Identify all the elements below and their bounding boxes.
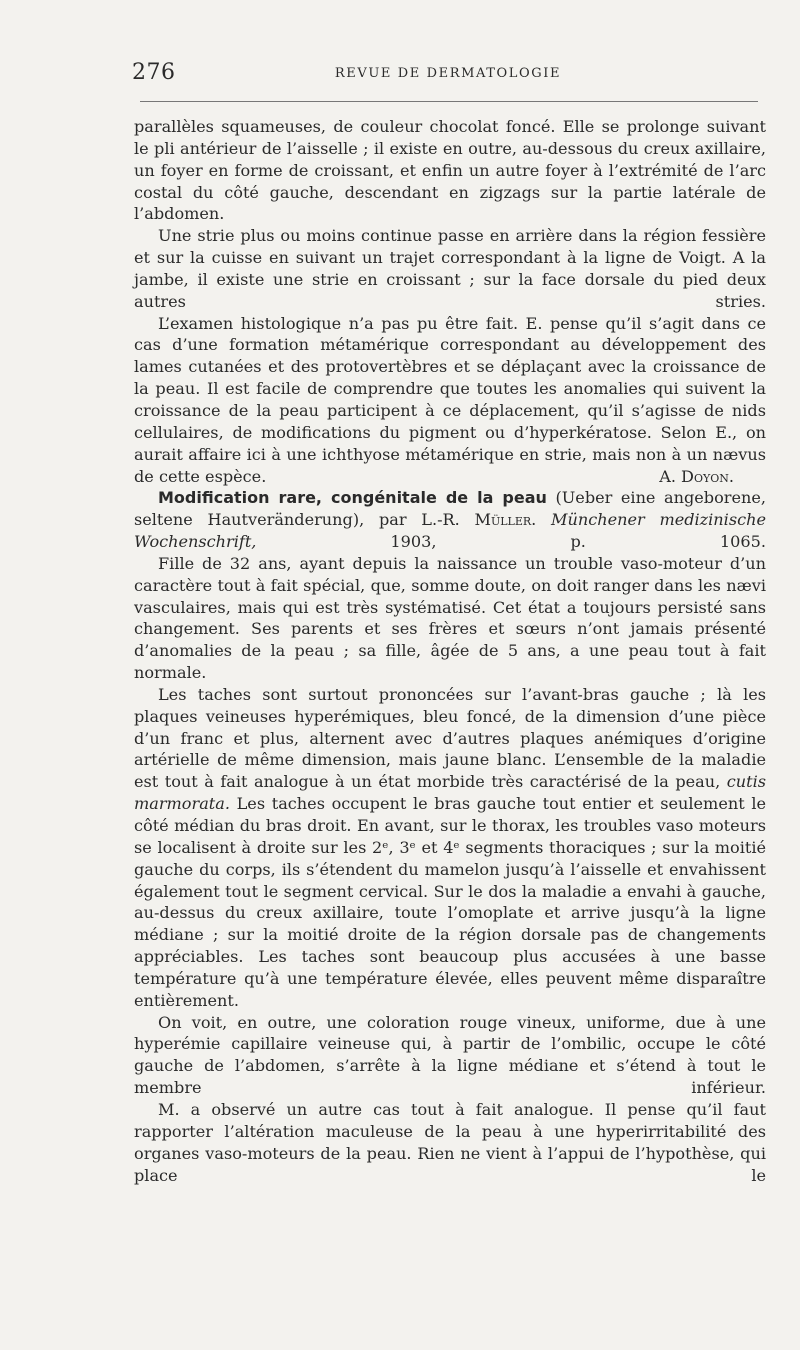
paragraph-7: On voit, en outre, une coloration rouge vineux, uniforme, due à une hyperémie capillaire veineuse qui, à partir de l’ombilic, occupe le côté gauche de l’abdomen, s’arrête à la ligne médiane et s’étend à tout le membre inférieur. [134, 1012, 766, 1098]
paragraph-3-text: L’examen histologique n’a pas pu être fait. E. pense qu’il s’agit dans ce cas d’une formation métamérique correspondant au développement des lames cutanées et des protovertèbres et se déplaçant avec la croissance de la peau. Il est facile de comprendre que toutes les anomalies qui suivent la croissance de la peau participent à ce déplacement, qu’il s’agisse de nids cellulaires, de modifications du pigment ou d’hyperkératose. Selon E., on aurait affaire ici à une ichthyose métamérique en strie, mais non à un nævus de cette espèce. [134, 313, 766, 486]
page-header [132, 60, 764, 90]
entry-subtitle: (Ueber eine angeborene, seltene Hautveränderung), par [134, 488, 766, 530]
paragraph-5: Fille de 32 ans, ayant depuis la naissance un trouble vaso-moteur d’un caractère tout à fait spécial, que, somme doute, on doit ranger dans les nævi vasculaires, mais qui est très systématisé. Cet état a toujours persisté sans changement. Ses parents et ses frères et sœurs n’ont jamais présenté d’anomalies de la peau ; sa fille, âgée de 5 ans, a une peau tout à fait normale. [134, 553, 766, 683]
paragraph-6-text-b: Les taches occupent le bras gauche tout entier et seulement le côté médian du bras droit. En avant, sur le thorax, les troubles vaso moteurs se localisent à droite sur les 2ᵉ, 3ᵉ et 4ᵉ segments thoraciques ; sur la moitié gauche du corps, ils s’étendent du mamelon jusqu’à l’aisselle et envahissent également tout le segment cervical. Sur le dos la maladie a envahi à gauche, au-dessus du creux axillaire, toute l’omoplate et arrive jusqu’à la ligne médiane ; sur la moitié droite de la région dorsale pas de changements appréciables. Les taches sont beaucoup plus accusées à une basse température qu’à une température élevée, elles peuvent même disparaître entièrement. [134, 794, 766, 1010]
paragraph-1: parallèles squameuses, de couleur chocolat foncé. Elle se prolonge suivant le pli antérieur de l’aisselle ; il existe en outre, au-dessous du creux axillaire, un foyer en forme de croissant, et enfin un autre foyer à l’extrémité de l’arc costal du côté gauche, descendant en zigzags sur la partie latérale de l’abdomen. [134, 117, 766, 224]
entry-journal: Münchener medizinische Wochenschrift, [134, 510, 766, 552]
paragraph-6-text-a: Les taches sont surtout prononcées sur l’avant-bras gauche ; là les plaques veineuses hyperémiques, bleu foncé, de la dimension d’une pièce d’un franc et plus, alternent avec d’autres plaques anémiques d’origine artérielle de même dimension, mais jaune blanc. L’ensemble de la maladie est tout à fait analogue à un état morbide très caractérisé de la peau, [134, 684, 766, 792]
header-rule [140, 101, 758, 102]
entry-author: L.-R. Müller. [421, 510, 537, 530]
page-number: 276 [132, 60, 176, 85]
signature: A. Doyon. [659, 466, 734, 486]
review-heading [134, 487, 766, 553]
entry-title: Modification rare, congénitale de la peau [158, 488, 547, 508]
paragraph-2: Une strie plus ou moins continue passe en arrière dans la région fessière et sur la cuisse en suivant un trajet correspondant à la ligne de Voigt. A la jambe, il existe une strie en croissant ; sur la face dorsale du pied deux autres stries. [134, 226, 766, 311]
paragraph-3 [134, 313, 766, 488]
paragraph-6 [134, 684, 766, 1012]
paragraph-8: M. a observé un autre cas tout à fait analogue. Il pense qu’il faut rapporter l’altération maculeuse de la peau à une hyperirritabilité des organes vaso-moteurs de la peau. Rien ne vient à l’appui de l’hypothèse, qui place le [134, 1099, 766, 1185]
running-title: REVUE DE DERMATOLOGIE [334, 66, 562, 81]
body-text [134, 116, 766, 1186]
paragraph-6-italic: cutis marmorata. [134, 772, 766, 814]
entry-citation: 1903, p. 1065. [256, 532, 766, 552]
